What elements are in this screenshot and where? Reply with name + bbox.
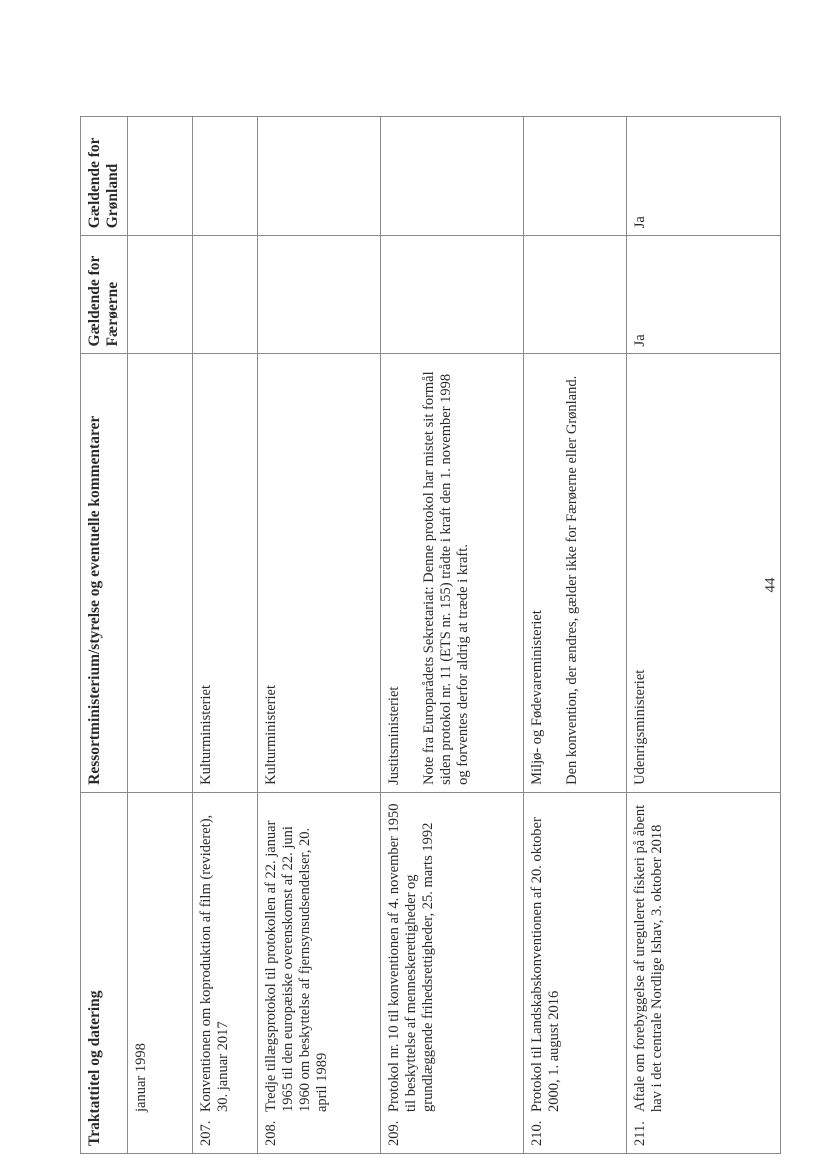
row-note: Note fra Europarådets Sekretariat: Denne protokol har mistet sit formål siden protokol nr. 11 (ETS nr. 155) trådte i kraft den 1. november 1998 og forventes derfor aldrig at træde i kraft. — [420, 371, 471, 785]
row-ministry: Kulturministeriet — [197, 685, 214, 785]
row-ministry: Justitsministeriet — [385, 686, 402, 785]
header-faroe: Gældende for Færøerne — [81, 236, 128, 354]
row-greenland — [523, 117, 626, 236]
row-ministry-cell — [257, 354, 380, 792]
row-title: Konventionen om koproduktion af film (revideret), 30. januar 2017 — [197, 814, 231, 1112]
table-row — [626, 117, 780, 1154]
header-ministry: Ressortministerium/styrelse og eventuelle kommentarer — [81, 354, 128, 792]
header-greenland: Gældende for Grønland — [81, 117, 128, 236]
row-number: 211. — [631, 1121, 648, 1146]
row-note: Den konvention, der ændres, gælder ikke for Færøerne eller Grønland. — [563, 375, 580, 785]
page-number: 44 — [762, 577, 779, 593]
row-greenland — [192, 117, 257, 236]
row-ministry-cell — [380, 354, 523, 792]
treaty-table-rotated — [80, 116, 769, 1154]
row-title: januar 1998 — [132, 1043, 149, 1112]
header-title: Traktattitel og datering — [81, 792, 128, 1153]
row-ministry-cell — [127, 354, 192, 792]
rotated-table-container — [80, 116, 769, 1154]
table-row — [523, 117, 626, 1154]
row-number: 207. — [197, 1120, 214, 1146]
treaty-table — [80, 116, 781, 1154]
row-title-cell — [257, 792, 380, 1153]
row-title: Tredje tillægsprotokol til protokollen af 22. januar 1965 til den europæiske overenskomst af 22. juni 1960 om beskyttelse af fjernsynsudsendelser, 20. april 1989 — [262, 820, 330, 1112]
row-number — [133, 1112, 150, 1146]
table-row — [192, 117, 257, 1154]
row-number: 209. — [385, 1120, 402, 1146]
row-ministry-cell — [626, 354, 780, 792]
row-title-cell — [626, 792, 780, 1153]
row-ministry: Udenrigsministeriet — [631, 669, 648, 785]
table-header-row — [81, 117, 128, 1154]
row-title: Protokol til Landskabskonventionen af 20. oktober 2000, 1. august 2016 — [528, 817, 562, 1112]
row-faroe: Ja — [626, 236, 780, 354]
row-greenland — [127, 117, 192, 236]
row-ministry-cell — [523, 354, 626, 792]
row-title-cell — [380, 792, 523, 1153]
row-faroe — [380, 236, 523, 354]
row-title: Aftale om forebyggelse af ureguleret fiskeri på åbent hav i det centrale Nordlige Ishav, 3. oktober 2018 — [631, 804, 665, 1112]
row-faroe — [127, 236, 192, 354]
row-faroe — [257, 236, 380, 354]
table-row — [127, 117, 192, 1154]
row-ministry-cell — [192, 354, 257, 792]
row-number: 208. — [262, 1120, 279, 1146]
row-title: Protokol nr. 10 til konventionen af 4. november 1950 til beskyttelse af menneskerettigheder og grundlæggende frihedsrettigheder, 25. marts 1992 — [385, 803, 436, 1112]
row-title-cell — [523, 792, 626, 1153]
row-faroe — [523, 236, 626, 354]
row-greenland — [257, 117, 380, 236]
table-row — [257, 117, 380, 1154]
row-greenland: Ja — [626, 117, 780, 236]
row-faroe — [192, 236, 257, 354]
row-ministry: Miljø- og Fødevareministeriet — [528, 610, 545, 785]
row-title-cell — [127, 792, 192, 1153]
row-ministry: Kulturministeriet — [262, 685, 279, 785]
table-row — [380, 117, 523, 1154]
row-title-cell — [192, 792, 257, 1153]
row-greenland — [380, 117, 523, 236]
row-number: 210. — [528, 1120, 545, 1146]
